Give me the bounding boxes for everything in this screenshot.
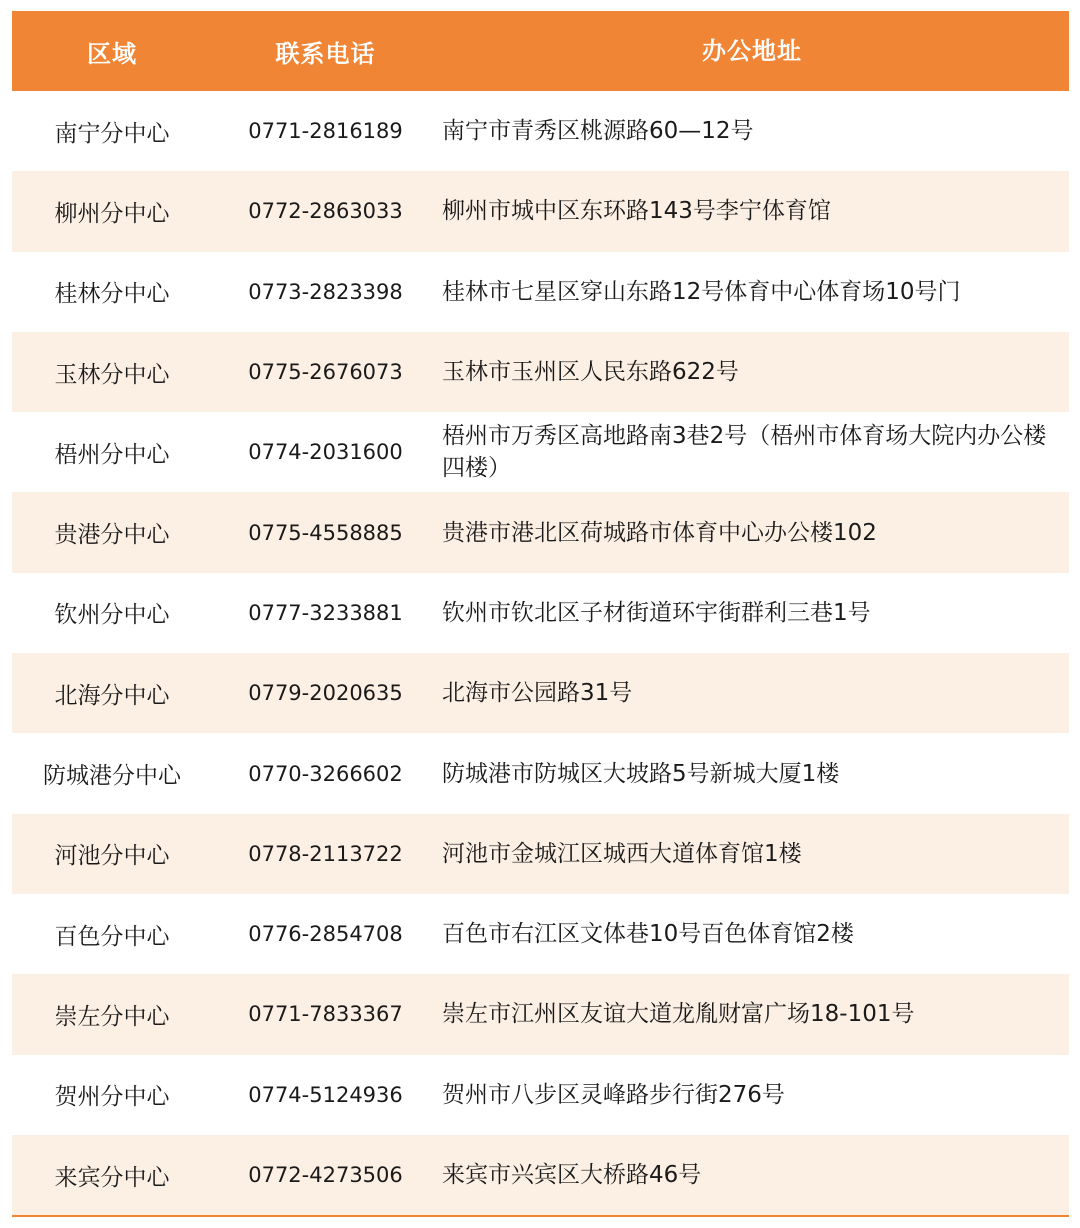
contact-table (12, 11, 1069, 1217)
table-row (12, 894, 1069, 974)
phone-cell: 0777-3233881 (248, 600, 403, 625)
address-cell: 来宾市兴宾区大桥路46号 (442, 1162, 702, 1188)
table-row (12, 252, 1069, 332)
phone-cell: 0775-2676073 (248, 360, 403, 385)
table-row (12, 573, 1069, 653)
address-cell: 防城港市防城区大坡路5号新城大厦1楼 (442, 760, 840, 787)
region-cell: 崇左分中心 (54, 1003, 170, 1030)
region-cell: 柳州分中心 (54, 200, 170, 227)
header-address: 办公地址 (702, 37, 802, 65)
phone-cell: 0773-2823398 (248, 279, 403, 304)
phone-cell: 0779-2020635 (248, 681, 403, 706)
address-cell: 玉林市玉州区人民东路622号 (442, 359, 739, 386)
address-cell: 南宁市青秀区桃源路60—12号 (442, 118, 754, 145)
address-cell: 北海市公园路31号 (442, 680, 633, 707)
address-cell: 桂林市七星区穿山东路12号体育中心体育场10号门 (442, 278, 961, 305)
phone-cell: 0772-2863033 (248, 199, 403, 224)
phone-cell: 0774-2031600 (248, 440, 403, 465)
table-row (12, 814, 1069, 894)
address-cell: 河池市金城江区城西大道体育馆1楼 (442, 840, 802, 867)
address-cell: 钦州市钦北区子材街道环宇街群利三巷1号 (442, 599, 871, 626)
table-row (12, 1055, 1069, 1135)
phone-cell: 0771-2816189 (248, 119, 403, 144)
bottom-divider (12, 1215, 1069, 1217)
region-cell: 河池分中心 (54, 843, 170, 870)
header-phone: 联系电话 (275, 39, 376, 68)
region-cell: 来宾分中心 (54, 1164, 170, 1191)
header-region: 区域 (87, 39, 137, 68)
address-cell: 贺州市八步区灵峰路步行街276号 (442, 1081, 785, 1108)
phone-cell: 0778-2113722 (248, 841, 403, 866)
region-cell: 玉林分中心 (54, 361, 170, 388)
address-cell: 崇左市江州区友谊大道龙胤财富广场18-101号 (442, 1001, 915, 1028)
phone-cell: 0771-7833367 (248, 1002, 403, 1027)
region-cell: 梧州分中心 (54, 441, 170, 468)
region-cell: 桂林分中心 (54, 281, 170, 308)
region-cell: 北海分中心 (54, 682, 170, 709)
table-row (12, 974, 1069, 1054)
region-cell: 贵港分中心 (54, 522, 170, 549)
region-cell: 南宁分中心 (54, 120, 170, 147)
region-cell: 钦州分中心 (54, 602, 170, 629)
region-cell: 贺州分中心 (54, 1084, 170, 1111)
table-row (12, 733, 1069, 813)
phone-cell: 0772-4273506 (248, 1163, 403, 1187)
phone-cell: 0775-4558885 (248, 520, 403, 545)
address-cell: 柳州市城中区东环路143号李宁体育馆 (442, 198, 831, 225)
table-row (12, 412, 1069, 492)
address-cell: 百色市右江区文体巷10号百色体育馆2楼 (442, 921, 854, 948)
phone-cell: 0770-3266602 (248, 761, 403, 786)
table-row (12, 171, 1069, 251)
table-row (12, 332, 1069, 412)
address-cell: 贵港市港北区荷城路市体育中心办公楼102 (442, 519, 877, 546)
table-row (12, 492, 1069, 572)
table-row (12, 91, 1069, 171)
table-row (12, 653, 1069, 733)
table-header (12, 11, 1069, 91)
address-cell: 梧州市万秀区高地路南3巷2号（梧州市体育场大院内办公楼四楼） (442, 423, 1047, 482)
phone-cell: 0774-5124936 (248, 1082, 403, 1107)
region-cell: 防城港分中心 (43, 763, 181, 790)
phone-cell: 0776-2854708 (248, 922, 403, 947)
table-row (12, 1135, 1069, 1215)
region-cell: 百色分中心 (54, 923, 170, 950)
